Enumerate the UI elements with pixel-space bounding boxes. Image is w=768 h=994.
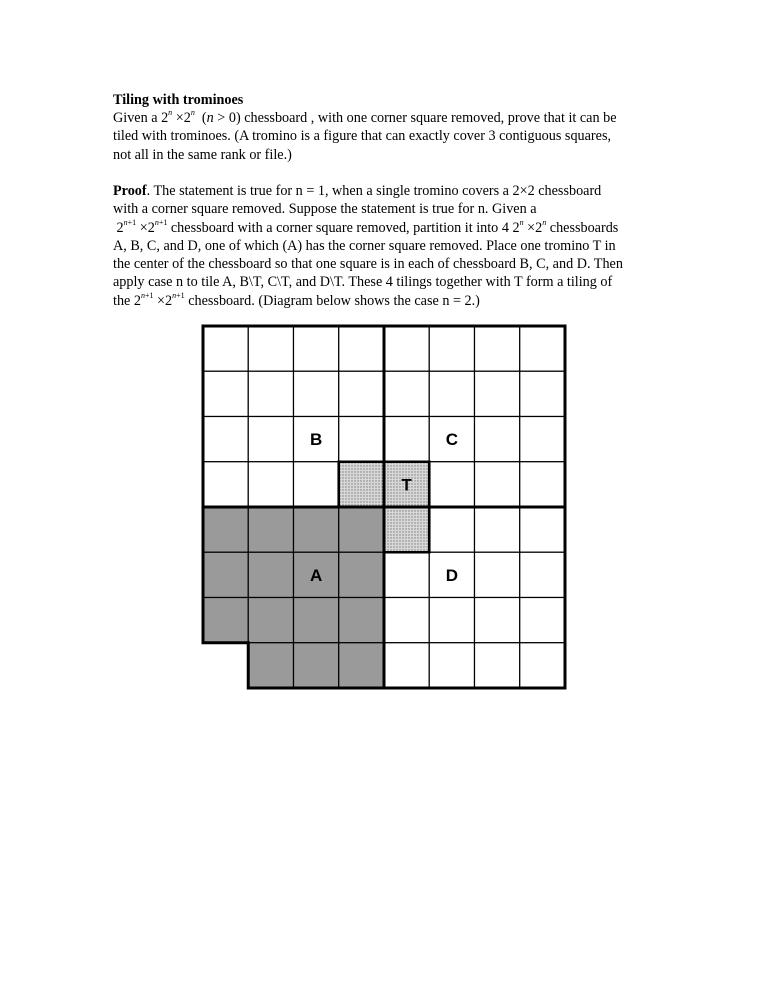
problem-line-1: Given a $2^n \times 2^n$ (n > 0) chessboard , with one corner square removed, prove that it can be	[113, 108, 617, 126]
label-a: A	[309, 565, 323, 585]
board-square	[384, 643, 429, 688]
board-square	[294, 326, 339, 371]
proof-line-6: apply case n to tile A, B\T, C\T, and D\T. These 4 tilings together with T form a tiling of	[113, 274, 613, 291]
board-square	[429, 371, 474, 416]
board-square	[475, 643, 520, 688]
board-square	[339, 598, 384, 643]
label-b: B	[309, 430, 323, 450]
problem-line-3: not all in the same rank or file.)	[113, 146, 292, 163]
proof-line-7: the $2^{n+1} \times 2^{n+1}$ chessboard. (Diagram below shows the case n = 2.)	[113, 291, 480, 309]
board-square	[384, 417, 429, 462]
label-c: C	[445, 430, 459, 450]
proof-line-3: $2^{n+1} \times 2^{n+1}$ chessboard with a corner square removed, partition it into 4 $2^n \times 2^n$ chessboards	[113, 217, 619, 236]
board-square	[429, 462, 474, 507]
board-square	[384, 507, 429, 552]
board-square	[520, 417, 565, 462]
board-square	[339, 371, 384, 416]
board-square	[475, 552, 520, 597]
board-square	[429, 507, 474, 552]
board-square	[475, 507, 520, 552]
board-square	[429, 598, 474, 643]
board-square	[339, 417, 384, 462]
board-square	[294, 643, 339, 688]
board-square	[339, 326, 384, 371]
board-square	[520, 326, 565, 371]
board-square	[384, 371, 429, 416]
board-square	[203, 326, 248, 371]
board-square	[294, 507, 339, 552]
board-square	[520, 462, 565, 507]
proof-line-4: A, B, C, and D, one of which (A) has the corner square removed. Place one tromino T in	[113, 237, 616, 254]
board-square	[339, 552, 384, 597]
board-square	[339, 507, 384, 552]
board-square	[203, 462, 248, 507]
board-square	[475, 598, 520, 643]
board-square	[429, 643, 474, 688]
board-square	[248, 417, 293, 462]
board-square	[475, 462, 520, 507]
board-square	[203, 598, 248, 643]
board-square	[384, 552, 429, 597]
board-square	[384, 598, 429, 643]
proof-line-5: the center of the chessboard so that one square is in each of chessboard B, C, and D. Then	[113, 256, 623, 273]
board-square	[248, 507, 293, 552]
board-square	[520, 643, 565, 688]
board-square	[429, 326, 474, 371]
board-square	[475, 326, 520, 371]
board-square	[520, 371, 565, 416]
board-square	[520, 552, 565, 597]
board-square	[248, 598, 293, 643]
board-square	[475, 371, 520, 416]
board-square	[203, 552, 248, 597]
board-square	[248, 371, 293, 416]
board-square	[294, 462, 339, 507]
proof-line-2: with a corner square removed. Suppose the statement is true for n. Given a	[113, 201, 537, 218]
board-square	[475, 417, 520, 462]
document-title: Tiling with trominoes	[113, 92, 244, 108]
board-square	[248, 462, 293, 507]
board-square	[384, 326, 429, 371]
label-t: T	[401, 475, 412, 495]
board-square	[294, 598, 339, 643]
board-square	[203, 417, 248, 462]
board-square	[520, 507, 565, 552]
board-square	[520, 598, 565, 643]
board-square	[203, 371, 248, 416]
label-d: D	[445, 565, 459, 585]
board-square	[339, 462, 384, 507]
board-square	[203, 507, 248, 552]
board-square	[248, 552, 293, 597]
board-square	[248, 643, 293, 688]
proof-line-1: Proof. The statement is true for n = 1, when a single tromino covers a 2×2 chessboard	[113, 183, 602, 199]
board-square	[339, 643, 384, 688]
problem-line-2: tiled with trominoes. (A tromino is a figure that can exactly cover 3 contiguous squares,	[113, 128, 612, 145]
board-square	[248, 326, 293, 371]
board-square	[294, 371, 339, 416]
